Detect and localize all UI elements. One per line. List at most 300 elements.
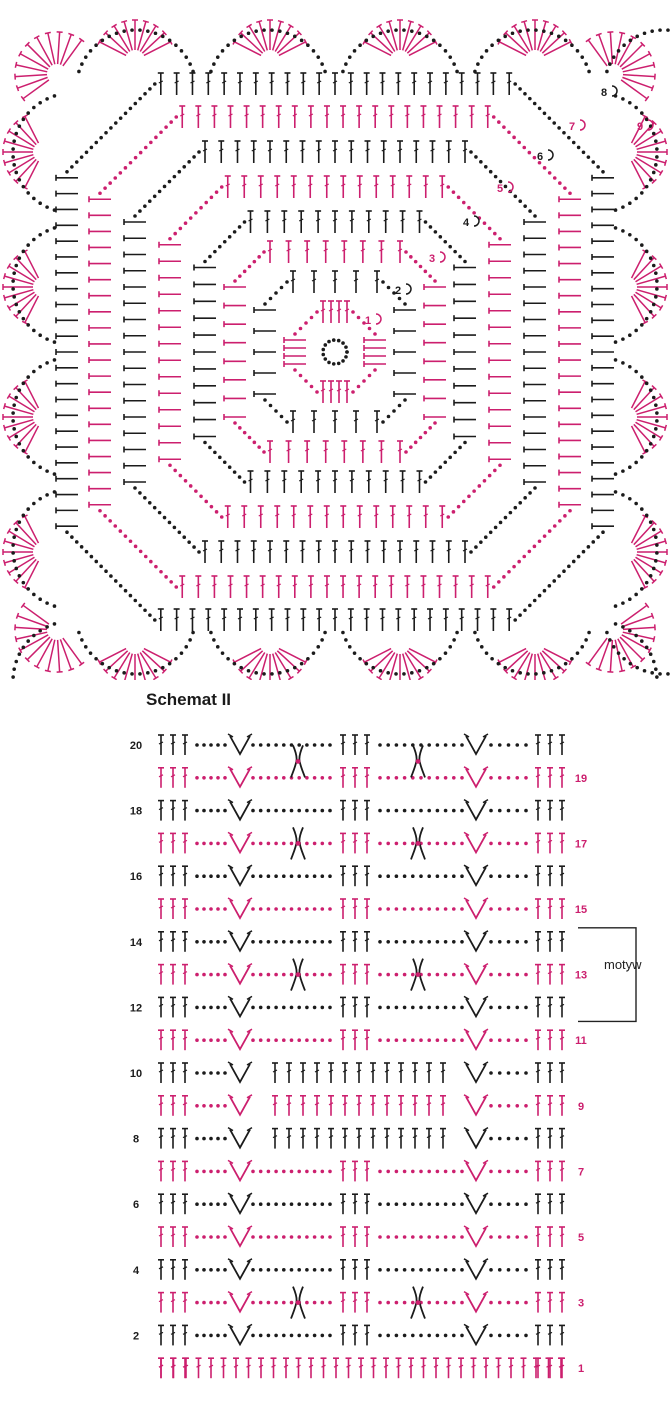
chain-dot bbox=[259, 940, 263, 944]
chain-dot bbox=[251, 842, 255, 846]
chain-dot bbox=[195, 1104, 199, 1108]
treble-stitch bbox=[158, 1325, 164, 1345]
treble-stitch bbox=[559, 1358, 565, 1378]
treble-stitch bbox=[170, 1293, 176, 1313]
v-stitch bbox=[228, 996, 252, 1016]
chain-dot bbox=[251, 973, 255, 977]
chain-dot bbox=[216, 1038, 220, 1042]
treble-stitch bbox=[364, 1293, 370, 1313]
chain-dot bbox=[209, 1038, 213, 1042]
chain-dot bbox=[419, 907, 423, 911]
treble-stitch bbox=[547, 1194, 553, 1214]
chain-dot bbox=[259, 1006, 263, 1010]
v-stitch bbox=[464, 1193, 488, 1213]
chain-dot bbox=[403, 776, 407, 780]
chain-dot bbox=[427, 1334, 431, 1338]
chain-dot bbox=[223, 1071, 227, 1075]
chain-dot bbox=[515, 940, 519, 944]
chain-dot bbox=[223, 1137, 227, 1141]
chain-dot bbox=[297, 1268, 301, 1272]
treble-stitch bbox=[547, 801, 553, 821]
chain-dot bbox=[436, 1006, 440, 1010]
chain-dot bbox=[395, 874, 399, 878]
chain-dot bbox=[436, 743, 440, 747]
chain-dot bbox=[452, 874, 456, 878]
chain-dot bbox=[444, 776, 448, 780]
chain-dot bbox=[274, 907, 278, 911]
chain-dot bbox=[321, 973, 325, 977]
chain-dot bbox=[290, 973, 294, 977]
schema-ii-title: Schemat II bbox=[146, 690, 232, 709]
treble-stitch bbox=[547, 965, 553, 985]
chain-dot bbox=[489, 1006, 493, 1010]
v-stitch bbox=[464, 1128, 488, 1148]
chain-dot bbox=[378, 1170, 382, 1174]
treble-stitch bbox=[559, 932, 565, 952]
chain-dot bbox=[444, 1038, 448, 1042]
chain-dot bbox=[507, 1235, 511, 1239]
chain-dot bbox=[460, 1301, 464, 1305]
chain-dot bbox=[209, 940, 213, 944]
chain-dot bbox=[267, 743, 271, 747]
chain-dot bbox=[209, 1071, 213, 1075]
treble-stitch bbox=[352, 997, 358, 1017]
chain-dot bbox=[313, 1235, 317, 1239]
treble-stitch bbox=[158, 735, 164, 755]
chain-dot bbox=[290, 1006, 294, 1010]
treble-stitch bbox=[158, 833, 164, 853]
treble-stitch bbox=[471, 1358, 477, 1378]
chain-dot bbox=[524, 842, 528, 846]
chain-dot bbox=[202, 874, 206, 878]
chain-dot bbox=[282, 776, 286, 780]
chain-dot bbox=[305, 1006, 309, 1010]
treble-stitch bbox=[170, 735, 176, 755]
chain-dot bbox=[223, 776, 227, 780]
chain-dot bbox=[524, 1268, 528, 1272]
treble-stitch bbox=[364, 735, 370, 755]
chain-dot bbox=[444, 1334, 448, 1338]
treble-stitch bbox=[340, 866, 346, 886]
chain-dot bbox=[427, 907, 431, 911]
chain-dot bbox=[305, 776, 309, 780]
v-stitch bbox=[228, 1160, 252, 1180]
v-stitch bbox=[228, 1324, 252, 1344]
chain-dot bbox=[251, 1038, 255, 1042]
chain-dot bbox=[515, 1170, 519, 1174]
treble-stitch bbox=[483, 1358, 489, 1378]
v-stitch bbox=[228, 767, 252, 787]
chain-dot bbox=[515, 1202, 519, 1206]
chain-dot bbox=[436, 1170, 440, 1174]
chain-dot bbox=[223, 907, 227, 911]
treble-stitch bbox=[170, 1194, 176, 1214]
chain-dot bbox=[498, 809, 502, 813]
treble-stitch bbox=[547, 833, 553, 853]
chain-dot bbox=[411, 1334, 415, 1338]
chain-dot bbox=[515, 842, 519, 846]
treble-stitch bbox=[559, 1325, 565, 1345]
chain-dot bbox=[378, 973, 382, 977]
v-stitch bbox=[464, 800, 488, 820]
chain-dot bbox=[305, 1202, 309, 1206]
treble-stitch bbox=[246, 1358, 252, 1378]
chain-dot bbox=[297, 743, 301, 747]
chain-dot bbox=[489, 1071, 493, 1075]
chain-dot bbox=[386, 1170, 390, 1174]
chain-dot bbox=[378, 1038, 382, 1042]
v-stitch bbox=[464, 1160, 488, 1180]
chain-dot bbox=[282, 842, 286, 846]
treble-stitch bbox=[535, 932, 541, 952]
chain-dot bbox=[305, 1301, 309, 1305]
treble-stitch bbox=[535, 1227, 541, 1247]
treble-stitch bbox=[221, 1358, 227, 1378]
chain-dot bbox=[489, 973, 493, 977]
chain-dot bbox=[259, 1268, 263, 1272]
chain-dot bbox=[452, 1268, 456, 1272]
chain-dot bbox=[313, 809, 317, 813]
chain-dot bbox=[498, 973, 502, 977]
chain-dot bbox=[195, 842, 199, 846]
chain-dot bbox=[267, 1235, 271, 1239]
chain-dot bbox=[297, 1006, 301, 1010]
round-label-7: 7 bbox=[568, 121, 576, 133]
chain-dot bbox=[267, 907, 271, 911]
treble-stitch bbox=[340, 965, 346, 985]
chain-dot bbox=[498, 743, 502, 747]
treble-stitch bbox=[340, 1030, 346, 1050]
chain-dot bbox=[403, 1334, 407, 1338]
chain-dot bbox=[419, 776, 423, 780]
chain-dot bbox=[444, 1170, 448, 1174]
chain-dot bbox=[259, 842, 263, 846]
chain-dot bbox=[515, 1006, 519, 1010]
chain-dot bbox=[297, 776, 301, 780]
chain-dot bbox=[290, 1268, 294, 1272]
treble-stitch bbox=[308, 1358, 314, 1378]
treble-stitch bbox=[559, 735, 565, 755]
chain-dot bbox=[209, 842, 213, 846]
chain-dot bbox=[195, 874, 199, 878]
chain-dot bbox=[274, 1170, 278, 1174]
v-stitch bbox=[228, 1259, 252, 1279]
treble-stitch bbox=[535, 1030, 541, 1050]
treble-stitch bbox=[412, 1096, 418, 1116]
chain-dot bbox=[313, 940, 317, 944]
treble-stitch bbox=[547, 1227, 553, 1247]
treble-stitch bbox=[426, 1096, 432, 1116]
treble-stitch bbox=[440, 1129, 446, 1149]
chain-dot bbox=[282, 1235, 286, 1239]
v-stitch bbox=[228, 898, 252, 918]
chain-dot bbox=[305, 1334, 309, 1338]
chain-dot bbox=[282, 1268, 286, 1272]
chain-dot bbox=[216, 1137, 220, 1141]
treble-stitch bbox=[340, 932, 346, 952]
chain-dot bbox=[267, 1268, 271, 1272]
motif-bracket-label: motyw bbox=[604, 957, 642, 972]
row-label-16: 16 bbox=[129, 871, 143, 884]
treble-stitch bbox=[283, 1358, 289, 1378]
chain-dot bbox=[411, 874, 415, 878]
chain-dot bbox=[452, 973, 456, 977]
treble-stitch bbox=[158, 899, 164, 919]
chain-dot bbox=[259, 907, 263, 911]
chain-dot bbox=[419, 1268, 423, 1272]
v-stitch bbox=[464, 1062, 488, 1082]
chain-dot bbox=[251, 1235, 255, 1239]
chain-dot bbox=[444, 1235, 448, 1239]
v-stitch bbox=[228, 1193, 252, 1213]
chain-dot bbox=[395, 1235, 399, 1239]
chain-dot bbox=[498, 1104, 502, 1108]
chain-dot bbox=[274, 874, 278, 878]
chain-dot bbox=[282, 1038, 286, 1042]
treble-stitch bbox=[458, 1358, 464, 1378]
chain-dot bbox=[216, 940, 220, 944]
chain-dot bbox=[321, 1170, 325, 1174]
chain-dot bbox=[460, 842, 464, 846]
chain-dot bbox=[419, 874, 423, 878]
round-label-6: 6 bbox=[536, 151, 544, 163]
treble-stitch bbox=[170, 801, 176, 821]
treble-stitch bbox=[559, 833, 565, 853]
chain-dot bbox=[321, 1038, 325, 1042]
chain-dot bbox=[313, 1006, 317, 1010]
chain-dot bbox=[378, 874, 382, 878]
chain-dot bbox=[427, 842, 431, 846]
treble-stitch bbox=[352, 1194, 358, 1214]
treble-stitch bbox=[233, 1358, 239, 1378]
treble-stitch bbox=[158, 1161, 164, 1181]
chain-dot bbox=[328, 1268, 332, 1272]
treble-stitch bbox=[356, 1096, 362, 1116]
treble-stitch bbox=[364, 768, 370, 788]
chain-dot bbox=[507, 1202, 511, 1206]
treble-stitch bbox=[535, 866, 541, 886]
treble-stitch bbox=[535, 801, 541, 821]
chain-dot bbox=[403, 874, 407, 878]
chain-dot bbox=[515, 874, 519, 878]
treble-stitch bbox=[446, 1358, 452, 1378]
chain-dot bbox=[313, 1268, 317, 1272]
chain-dot bbox=[297, 874, 301, 878]
chain-dot bbox=[427, 809, 431, 813]
chain-dot bbox=[411, 1235, 415, 1239]
chain-dot bbox=[515, 1301, 519, 1305]
chain-dot bbox=[515, 1071, 519, 1075]
row-label-4: 4 bbox=[132, 1264, 140, 1277]
chain-dot bbox=[498, 1006, 502, 1010]
chain-dot bbox=[395, 1301, 399, 1305]
chain-dot bbox=[436, 842, 440, 846]
chain-dot bbox=[436, 1268, 440, 1272]
treble-stitch bbox=[158, 1063, 164, 1083]
chain-dot bbox=[202, 776, 206, 780]
chain-dot bbox=[282, 1006, 286, 1010]
chain-dot bbox=[403, 1202, 407, 1206]
chain-dot bbox=[460, 1202, 464, 1206]
treble-stitch bbox=[535, 1325, 541, 1345]
chain-dot bbox=[524, 1170, 528, 1174]
chain-dot bbox=[427, 1006, 431, 1010]
chain-dot bbox=[328, 1301, 332, 1305]
chain-dot bbox=[282, 809, 286, 813]
treble-stitch bbox=[352, 1161, 358, 1181]
chain-dot bbox=[515, 1038, 519, 1042]
chain-dot bbox=[524, 874, 528, 878]
treble-stitch bbox=[340, 735, 346, 755]
chain-dot bbox=[489, 809, 493, 813]
chain-dot bbox=[321, 907, 325, 911]
chain-dot bbox=[498, 1235, 502, 1239]
chain-dot bbox=[216, 907, 220, 911]
chain-dot bbox=[195, 743, 199, 747]
chain-dot bbox=[290, 809, 294, 813]
chain-dot bbox=[498, 1071, 502, 1075]
chain-dot bbox=[195, 1301, 199, 1305]
chain-dot bbox=[195, 809, 199, 813]
treble-stitch bbox=[170, 1227, 176, 1247]
chain-dot bbox=[507, 1071, 511, 1075]
chain-dot bbox=[195, 1268, 199, 1272]
chain-dot bbox=[489, 776, 493, 780]
treble-stitch bbox=[170, 1325, 176, 1345]
chain-dot bbox=[313, 1170, 317, 1174]
treble-stitch bbox=[364, 1030, 370, 1050]
treble-stitch bbox=[158, 997, 164, 1017]
chain-dot bbox=[460, 1038, 464, 1042]
chain-dot bbox=[489, 907, 493, 911]
treble-stitch bbox=[352, 1030, 358, 1050]
chain-dot bbox=[313, 874, 317, 878]
treble-stitch bbox=[170, 899, 176, 919]
chain-dot bbox=[524, 809, 528, 813]
chain-dot bbox=[202, 1334, 206, 1338]
chain-dot bbox=[403, 1006, 407, 1010]
treble-stitch bbox=[535, 833, 541, 853]
treble-stitch bbox=[158, 1129, 164, 1149]
treble-stitch bbox=[286, 1063, 292, 1083]
treble-stitch bbox=[346, 1358, 352, 1378]
chain-dot bbox=[452, 907, 456, 911]
chain-dot bbox=[378, 842, 382, 846]
chain-dot bbox=[209, 1104, 213, 1108]
chain-dot bbox=[202, 940, 206, 944]
treble-stitch bbox=[535, 735, 541, 755]
chain-dot bbox=[328, 842, 332, 846]
treble-stitch bbox=[547, 932, 553, 952]
chain-dot bbox=[267, 1038, 271, 1042]
row-label-14: 14 bbox=[129, 936, 143, 949]
chain-dot bbox=[328, 776, 332, 780]
round-label-9: 9 bbox=[636, 121, 644, 133]
chain-dot bbox=[267, 1202, 271, 1206]
treble-stitch bbox=[196, 1358, 202, 1378]
chain-dot bbox=[251, 743, 255, 747]
chain-dot bbox=[524, 1235, 528, 1239]
chain-dot bbox=[195, 1038, 199, 1042]
treble-stitch bbox=[314, 1096, 320, 1116]
chain-dot bbox=[209, 1301, 213, 1305]
chain-dot bbox=[267, 809, 271, 813]
chain-dot bbox=[223, 1301, 227, 1305]
chain-dot bbox=[259, 1202, 263, 1206]
round-label-1: 1 bbox=[364, 315, 372, 327]
chain-dot bbox=[209, 874, 213, 878]
treble-stitch bbox=[364, 1325, 370, 1345]
chain-dot bbox=[282, 1301, 286, 1305]
chain-dot bbox=[524, 1137, 528, 1141]
chain-dot bbox=[290, 1301, 294, 1305]
chain-dot bbox=[411, 940, 415, 944]
chain-dot bbox=[411, 1038, 415, 1042]
chain-dot bbox=[259, 743, 263, 747]
treble-stitch bbox=[182, 833, 188, 853]
chain-dot bbox=[282, 1170, 286, 1174]
treble-stitch bbox=[170, 1260, 176, 1280]
treble-stitch bbox=[158, 1260, 164, 1280]
chain-dot bbox=[328, 743, 332, 747]
chain-dot bbox=[313, 1301, 317, 1305]
chain-dot bbox=[282, 1202, 286, 1206]
chain-dot bbox=[297, 809, 301, 813]
round-label-8: 8 bbox=[600, 87, 608, 99]
chain-dot bbox=[524, 1006, 528, 1010]
chain-dot bbox=[507, 1038, 511, 1042]
chain-dot bbox=[460, 1170, 464, 1174]
treble-stitch bbox=[364, 1194, 370, 1214]
chain-dot bbox=[378, 940, 382, 944]
chain-dot bbox=[524, 1071, 528, 1075]
treble-stitch bbox=[508, 1358, 514, 1378]
treble-stitch bbox=[340, 1293, 346, 1313]
chain-dot bbox=[411, 842, 415, 846]
chain-dot bbox=[251, 1170, 255, 1174]
row-label-11: 11 bbox=[575, 1035, 587, 1048]
chain-dot bbox=[507, 1170, 511, 1174]
chain-dot bbox=[216, 1202, 220, 1206]
chain-dot bbox=[460, 874, 464, 878]
treble-stitch bbox=[521, 1358, 527, 1378]
chain-dot bbox=[403, 809, 407, 813]
chain-dot bbox=[378, 1006, 382, 1010]
chain-dot bbox=[305, 743, 309, 747]
chain-dot bbox=[386, 776, 390, 780]
chain-dot bbox=[216, 1235, 220, 1239]
chain-dot bbox=[223, 842, 227, 846]
treble-stitch bbox=[340, 1325, 346, 1345]
chain-dot bbox=[507, 1268, 511, 1272]
chain-dot bbox=[282, 907, 286, 911]
treble-stitch bbox=[398, 1063, 404, 1083]
chain-dot bbox=[386, 842, 390, 846]
treble-stitch bbox=[286, 1096, 292, 1116]
treble-stitch bbox=[535, 1260, 541, 1280]
v-stitch bbox=[228, 800, 252, 820]
v-stitch bbox=[228, 734, 252, 754]
chain-dot bbox=[209, 1235, 213, 1239]
row-label-13: 13 bbox=[574, 969, 588, 982]
chain-dot bbox=[419, 1334, 423, 1338]
treble-stitch bbox=[535, 1194, 541, 1214]
chain-dot bbox=[436, 940, 440, 944]
treble-stitch bbox=[333, 1358, 339, 1378]
treble-stitch bbox=[258, 1358, 264, 1378]
chain-dot bbox=[452, 1301, 456, 1305]
chain-dot bbox=[305, 1038, 309, 1042]
